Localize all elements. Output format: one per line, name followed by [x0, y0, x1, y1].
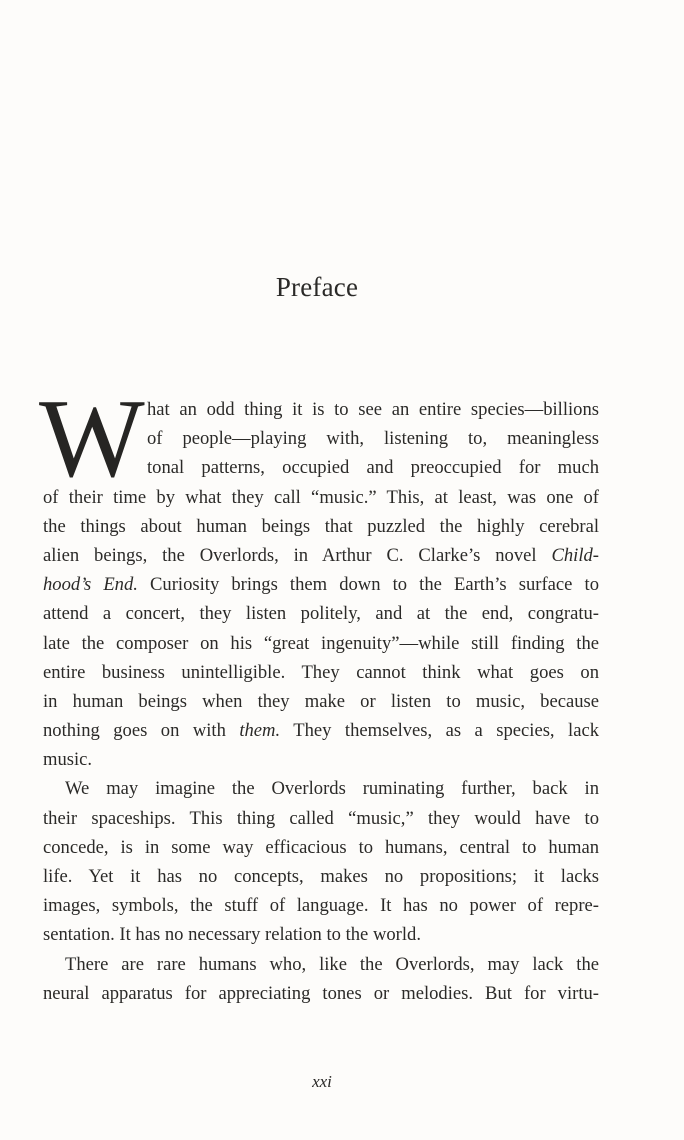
text-line: images, symbols, the stuff of language. It has no power of repre-: [43, 895, 599, 917]
drop-cap: W: [39, 377, 145, 501]
text-line: attend a concert, they listen politely, and at the end, congratu-: [43, 603, 599, 625]
text-line: hat an odd thing it is to see an entire species—billions: [147, 399, 599, 420]
page-title: Preface: [275, 272, 359, 302]
page-number: xxi: [312, 1072, 332, 1091]
text-line: their spaceships. This thing called “music,” they would have to: [43, 807, 599, 829]
text-line: There are rare humans who, like the Overlords, may lack the: [65, 953, 599, 975]
text-line: nothing goes on with them. They themselves, as a species, lack: [43, 720, 599, 742]
text-line: hood’s End. Curiosity brings them down to the Earth’s surface to: [43, 574, 599, 596]
text-line: concede, is in some way efficacious to humans, central to human: [43, 836, 599, 858]
body-text: [39, 377, 599, 1008]
text-line: in human beings when they make or listen to music, because: [43, 690, 599, 712]
text-line: We may imagine the Overlords ruminating further, back in: [65, 778, 599, 800]
text-line: music.: [43, 749, 93, 771]
text-line: late the composer on his “great ingenuity”—while still finding the: [43, 632, 599, 654]
text-line: of their time by what they call “music.” This, at least, was one of: [43, 486, 599, 508]
text-line: the things about human beings that puzzled the highly cerebral: [43, 515, 599, 537]
text-line: alien beings, the Overlords, in Arthur C. Clarke’s novel Child-: [43, 544, 599, 566]
text-line: life. Yet it has no concepts, makes no propositions; it lacks: [43, 866, 599, 887]
text-line: sentation. It has no necessary relation to the world.: [43, 924, 421, 946]
text-line: neural apparatus for appreciating tones or melodies. But for virtu-: [43, 982, 599, 1004]
text-line: tonal patterns, occupied and preoccupied for much: [147, 457, 599, 479]
text-line: entire business unintelligible. They cannot think what goes on: [43, 661, 599, 683]
text-line: of people—playing with, listening to, meaningless: [147, 428, 599, 450]
